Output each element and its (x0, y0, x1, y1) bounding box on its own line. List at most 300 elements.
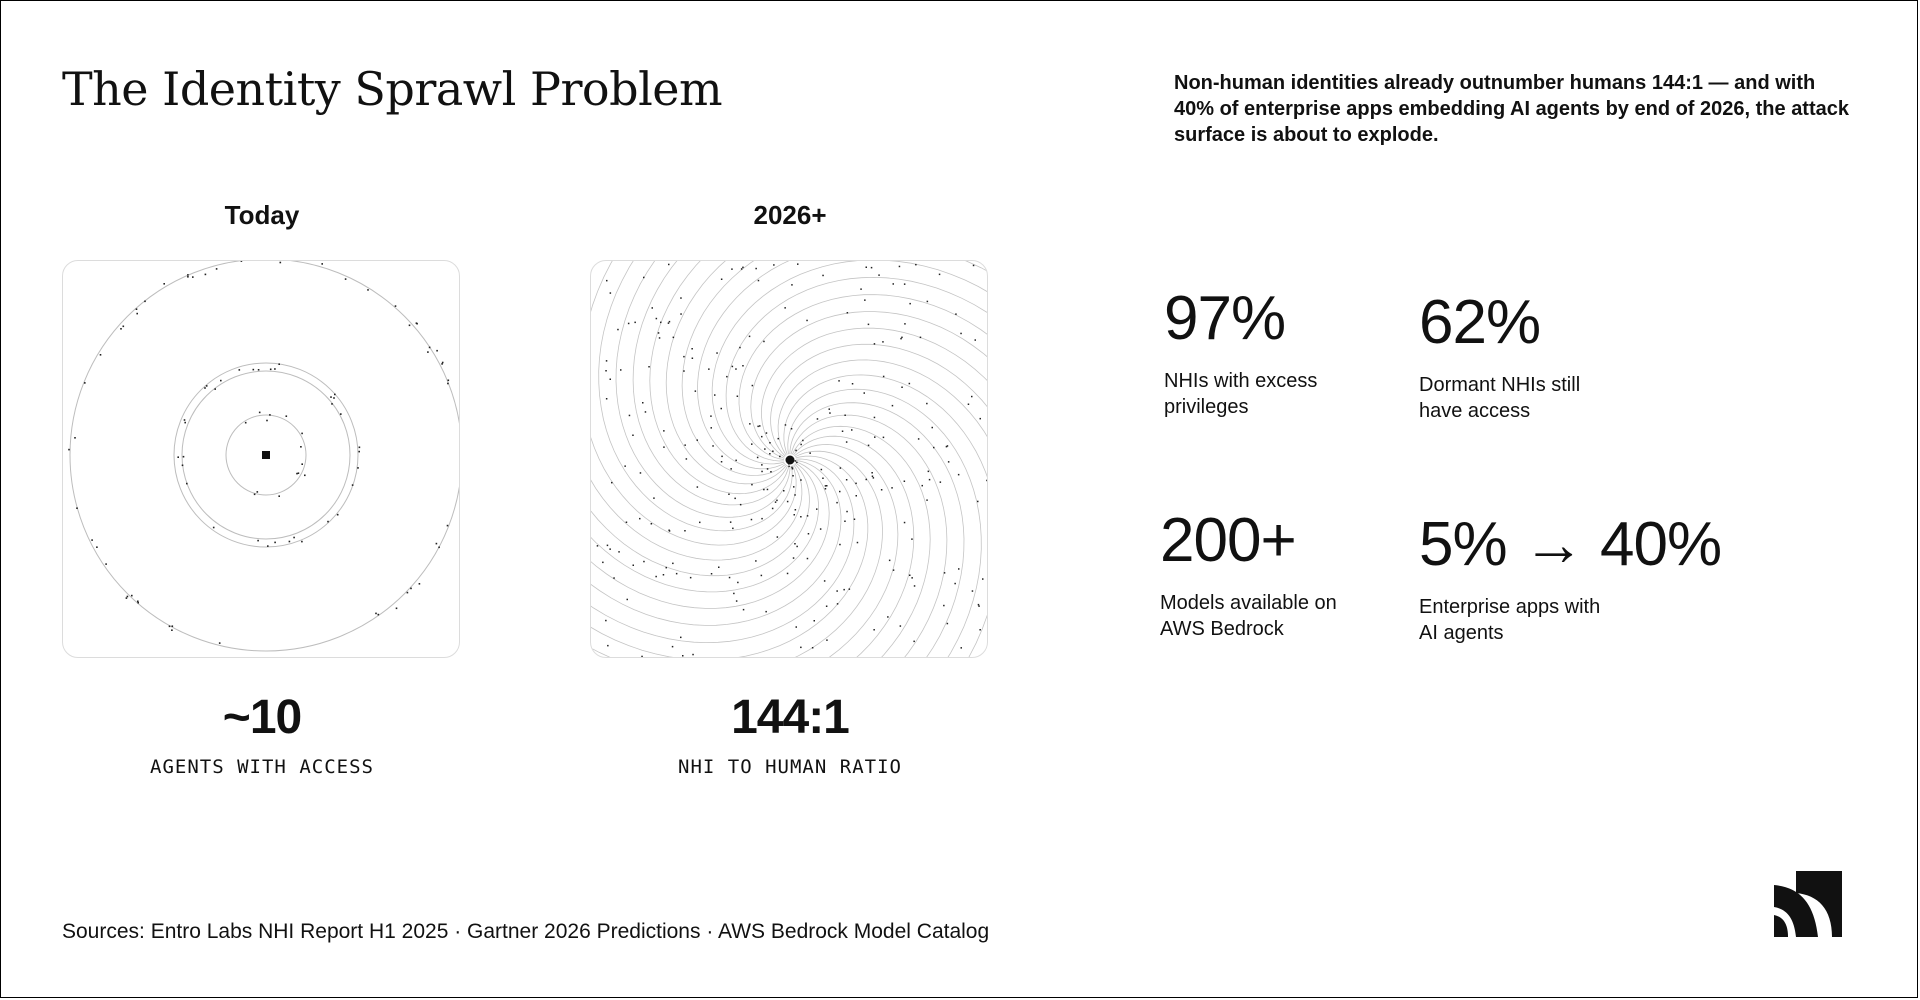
agent-dot (266, 420, 268, 422)
identity-dot (686, 458, 688, 460)
identity-dot (883, 376, 885, 378)
flow-line (771, 344, 988, 658)
identity-dot (932, 427, 934, 429)
agent-dot (409, 325, 411, 327)
identity-dot (846, 511, 848, 513)
identity-dot (904, 323, 906, 325)
identity-dot (711, 427, 713, 429)
identity-dot (796, 626, 798, 628)
identity-dot (847, 312, 849, 314)
identity-dot (955, 313, 957, 315)
identity-dot (929, 479, 931, 481)
identity-dot (639, 518, 641, 520)
identity-dot (740, 504, 742, 506)
identity-dot (800, 479, 802, 481)
identity-dot (755, 560, 757, 562)
identity-dot (655, 576, 657, 578)
agent-dot (375, 613, 377, 615)
agent-dot (416, 323, 418, 325)
agent-dot (136, 308, 138, 310)
identity-dot (607, 545, 609, 547)
identity-dot (676, 573, 678, 575)
identity-dot (797, 263, 799, 265)
identity-dot (732, 366, 734, 368)
identity-dot (683, 370, 685, 372)
agent-dot (184, 422, 186, 424)
identity-dot (980, 418, 982, 420)
agent-dot (378, 614, 380, 616)
agent-dot (68, 449, 70, 451)
identity-dot (767, 468, 769, 470)
identity-dot (887, 616, 889, 618)
identity-dot (883, 437, 885, 439)
identity-dot (773, 264, 775, 266)
identity-dot (958, 568, 960, 570)
identity-dot (606, 360, 608, 362)
identity-dot (816, 508, 818, 510)
identity-dot (940, 481, 942, 483)
identity-dot (891, 487, 893, 489)
identity-dot (617, 329, 619, 331)
identity-dot (634, 322, 636, 324)
identity-dot (775, 501, 777, 503)
identity-dot (772, 451, 774, 453)
agent-dot (126, 597, 128, 599)
agent-dot (395, 305, 397, 307)
identity-dot (978, 605, 980, 607)
identity-dot (721, 461, 723, 463)
agent-dot (187, 276, 189, 278)
agent-dot (183, 456, 185, 458)
identity-dot (948, 461, 950, 463)
identity-dot (742, 267, 744, 269)
identity-dot (794, 543, 796, 545)
identity-dot (821, 469, 823, 471)
flow-line (784, 375, 988, 658)
agent-dot (96, 546, 98, 548)
agent-dot (298, 472, 300, 474)
identity-dot (909, 383, 911, 385)
identity-dot (772, 508, 774, 510)
agent-dot (219, 642, 221, 644)
agent-dot (352, 484, 354, 486)
identity-dot (613, 577, 615, 579)
identity-dot (892, 405, 894, 407)
identity-dot (986, 480, 988, 482)
identity-dot (944, 572, 946, 574)
agent-dot (367, 289, 369, 291)
identity-dot (943, 605, 945, 607)
identity-dot (901, 387, 903, 389)
agent-dot (293, 537, 295, 539)
identity-dot (777, 536, 779, 538)
identity-dot (868, 445, 870, 447)
agent-dot (163, 283, 165, 285)
identity-dot (946, 446, 948, 448)
stat-value: 62% (1419, 288, 1541, 357)
identity-dot (792, 468, 794, 470)
agent-dot (357, 467, 359, 469)
identity-dot (736, 600, 738, 602)
identity-dot (743, 609, 745, 611)
identity-dot (648, 366, 650, 368)
identity-dot (822, 275, 824, 277)
identity-dot (697, 486, 699, 488)
future-value: 144:1 (731, 691, 849, 744)
agent-dot (257, 540, 259, 542)
agent-dot (274, 368, 276, 370)
flow-line (591, 445, 898, 659)
identity-dot (787, 573, 789, 575)
identity-dot (800, 444, 802, 446)
flow-line (599, 261, 793, 531)
identity-dot (783, 490, 785, 492)
identity-dot (769, 453, 771, 455)
stat-label: Enterprise apps with AI agents (1419, 596, 1601, 644)
identity-dot (682, 655, 684, 657)
today-caption: AGENTS WITH ACCESS (150, 756, 374, 778)
agent-dot (74, 437, 76, 439)
identity-dot (628, 323, 630, 325)
identity-dot (909, 575, 911, 577)
identity-dot (761, 575, 763, 577)
identity-dot (669, 321, 671, 323)
agent-dot (76, 507, 78, 509)
identity-dot (914, 585, 916, 587)
identity-dot (911, 577, 913, 579)
identity-dot (656, 318, 658, 320)
agent-dot (100, 354, 102, 356)
identity-dot (893, 569, 895, 571)
identity-dot (764, 448, 766, 450)
identity-dot (755, 268, 757, 270)
identity-dot (716, 352, 718, 354)
flow-line (591, 455, 854, 642)
identity-dot (663, 446, 665, 448)
identity-dot (605, 620, 607, 622)
identity-dot (961, 647, 963, 649)
identity-dot (632, 435, 634, 437)
identity-dot (653, 497, 655, 499)
agent-dot (304, 475, 306, 477)
identity-dot (909, 303, 911, 305)
today-label: Today (224, 200, 300, 230)
agent-dot (296, 473, 298, 475)
identity-dot (690, 577, 692, 579)
identity-dot (692, 654, 694, 656)
agent-dot (214, 388, 216, 390)
identity-dot (807, 558, 809, 560)
agent-dot (337, 514, 339, 516)
identity-dot (928, 471, 930, 473)
stat-enterprise-apps (1419, 510, 1739, 646)
identity-dot (864, 392, 866, 394)
identity-dot (752, 385, 754, 387)
stat-label: Models available on AWS Bedrock (1160, 592, 1337, 640)
stat-label: Dormant NHIs still have access (1419, 374, 1581, 422)
identity-dot (791, 467, 793, 469)
identity-dot (651, 523, 653, 525)
future-label: 2026+ (753, 200, 827, 230)
identity-dot (871, 267, 873, 269)
identity-dot (926, 403, 928, 405)
identity-dot (826, 485, 828, 487)
identity-dot (795, 509, 797, 511)
agent-dot (259, 412, 261, 414)
agent-dot (274, 542, 276, 544)
agent-dot (331, 403, 333, 405)
identity-dot (763, 341, 765, 343)
identity-dot (807, 515, 809, 517)
agent-dot (123, 326, 125, 328)
identity-dot (761, 436, 763, 438)
identity-dot (975, 339, 977, 341)
identity-dot (820, 528, 822, 530)
agent-dot (448, 380, 450, 382)
identity-dot (749, 423, 751, 425)
identity-dot (846, 441, 848, 443)
identity-dot (881, 489, 883, 491)
identity-dot (765, 611, 767, 613)
identity-dot (794, 494, 796, 496)
flow-line (682, 261, 988, 476)
agent-dot (241, 261, 243, 262)
identity-dot (840, 467, 842, 469)
core-node (262, 451, 270, 459)
identity-dot (796, 546, 798, 548)
identity-dot (666, 567, 668, 569)
identity-dot (800, 516, 802, 518)
agent-dot (204, 387, 206, 389)
identity-dot (606, 280, 608, 282)
identity-dot (872, 476, 874, 478)
identity-dot (836, 590, 838, 592)
identity-dot (918, 438, 920, 440)
identity-dot (878, 274, 880, 276)
identity-dot (730, 468, 732, 470)
agent-dot (267, 545, 269, 547)
identity-dot (973, 265, 975, 267)
identity-dot (668, 264, 670, 266)
identity-dot (624, 465, 626, 467)
flow-line (591, 436, 914, 658)
identity-dot (839, 491, 841, 493)
flow-line (698, 261, 989, 469)
identity-dot (900, 625, 902, 627)
flow-line (788, 389, 982, 658)
identity-dot (826, 639, 828, 641)
identity-dot (873, 629, 875, 631)
agent-dot (442, 362, 444, 364)
identity-dot (826, 606, 828, 608)
identity-dot (643, 277, 645, 279)
brand-logo-icon (1774, 871, 1842, 937)
identity-dot (817, 418, 819, 420)
agent-dot (171, 629, 173, 631)
agent-dot (205, 274, 207, 276)
identity-dot (749, 336, 751, 338)
identity-dot (761, 464, 763, 466)
identity-dot (729, 577, 731, 579)
identity-dot (933, 447, 935, 449)
identity-dot (913, 641, 915, 643)
identity-dot (751, 519, 753, 521)
identity-dot (610, 379, 612, 381)
identity-dot (642, 402, 644, 404)
agent-dot (441, 363, 443, 365)
identity-dot (776, 500, 778, 502)
identity-dot (759, 425, 761, 427)
identity-dot (721, 456, 723, 458)
identity-dot (732, 528, 734, 530)
identity-dot (972, 590, 974, 592)
flow-line (591, 261, 809, 576)
identity-dot (711, 573, 713, 575)
identity-dot (737, 582, 739, 584)
agent-dot (333, 397, 335, 399)
agent-dot (438, 547, 440, 549)
agent-dot (407, 592, 409, 594)
identity-dot (757, 457, 759, 459)
agent-dot (216, 268, 218, 270)
agent-dot (301, 541, 303, 543)
agent-dot (300, 446, 302, 448)
identity-dot (767, 489, 769, 491)
identity-dot (691, 348, 693, 350)
identity-dot (684, 530, 686, 532)
identity-dot (837, 603, 839, 605)
identity-dot (874, 343, 876, 345)
identity-dot (766, 432, 768, 434)
identity-dot (893, 283, 895, 285)
identity-dot (954, 583, 956, 585)
identity-dot (660, 322, 662, 324)
identity-dot (793, 557, 795, 559)
stat-value: 97% (1164, 284, 1286, 353)
identity-dot (843, 589, 845, 591)
identity-dot (730, 521, 732, 523)
identity-dot (610, 292, 612, 294)
identity-dot (825, 485, 827, 487)
identity-dot (787, 501, 789, 503)
agent-dot (334, 394, 336, 396)
identity-dot (874, 417, 876, 419)
agent-dot (429, 347, 431, 349)
spiral-graphic (591, 261, 988, 658)
stat-value: 200+ (1160, 506, 1296, 575)
agent-dot (269, 414, 271, 416)
identity-dot (882, 341, 884, 343)
identity-dot (683, 356, 685, 358)
agent-dot (301, 463, 303, 465)
intro-text: Non-human identities already outnumber humans 144:1 — and with 40% of enterprise apps embedding AI agents by end of 2026, the attack surface is about to explode. (1174, 72, 1849, 146)
identity-dot (735, 460, 737, 462)
agent-dot (345, 278, 347, 280)
identity-dot (796, 462, 798, 464)
identity-dot (602, 562, 604, 564)
agent-dot (286, 415, 288, 417)
identity-dot (721, 279, 723, 281)
identity-dot (939, 274, 941, 276)
identity-dot (852, 383, 854, 385)
identity-dot (668, 322, 670, 324)
identity-dot (663, 574, 665, 576)
identity-dot (792, 475, 794, 477)
agent-dot (330, 396, 332, 398)
identity-dot (873, 477, 875, 479)
identity-dot (606, 398, 608, 400)
agent-dot (278, 363, 280, 365)
identity-dot (712, 445, 714, 447)
identity-dot (770, 471, 772, 473)
agent-dot (84, 382, 86, 384)
identity-dot (784, 307, 786, 309)
identity-dot (901, 337, 903, 339)
orbit-graphic (63, 261, 460, 658)
identity-dot (926, 499, 928, 501)
identity-dot (844, 415, 846, 417)
identity-dot (836, 502, 838, 504)
identity-dot (825, 488, 827, 490)
identity-dot (673, 337, 675, 339)
identity-dot (778, 438, 780, 440)
identity-dot (809, 452, 811, 454)
agent-dot (436, 350, 438, 352)
identity-dot (627, 599, 629, 601)
agent-dot (239, 369, 241, 371)
agent-dot (359, 447, 361, 449)
agent-dot (137, 602, 139, 604)
agent-dot (258, 369, 260, 371)
identity-dot (735, 368, 737, 370)
stat-value: 5% → 40% (1419, 510, 1722, 579)
agent-dot (184, 419, 186, 421)
agent-dot (182, 465, 184, 467)
identity-dot (611, 482, 613, 484)
agent-dot (447, 525, 449, 527)
identity-dot (726, 376, 728, 378)
identity-dot (672, 563, 674, 565)
identity-dot (680, 297, 682, 299)
today-value: ~10 (222, 691, 302, 744)
agent-dot (327, 521, 329, 523)
identity-dot (927, 301, 929, 303)
agent-dot (278, 495, 280, 497)
agent-dot (270, 369, 272, 371)
identity-dot (904, 481, 906, 483)
agent-dot (172, 625, 174, 627)
identity-dot (597, 545, 599, 547)
identity-dot (889, 560, 891, 562)
agent-dot (459, 468, 460, 470)
identity-dot (868, 324, 870, 326)
identity-dot (785, 424, 787, 426)
identity-dot (915, 264, 917, 266)
stat-label: NHIs with excess privileges (1164, 370, 1318, 418)
agent-dot (427, 351, 429, 353)
identity-dot (874, 436, 876, 438)
identity-dot (658, 332, 660, 334)
agent-dot (340, 413, 342, 415)
identity-dot (757, 426, 759, 428)
identity-dot (633, 565, 635, 567)
flow-line (739, 295, 988, 528)
identity-dot (643, 561, 645, 563)
identity-dot (618, 551, 620, 553)
identity-dot (652, 307, 654, 309)
identity-dot (697, 439, 699, 441)
identity-dot (846, 479, 848, 481)
